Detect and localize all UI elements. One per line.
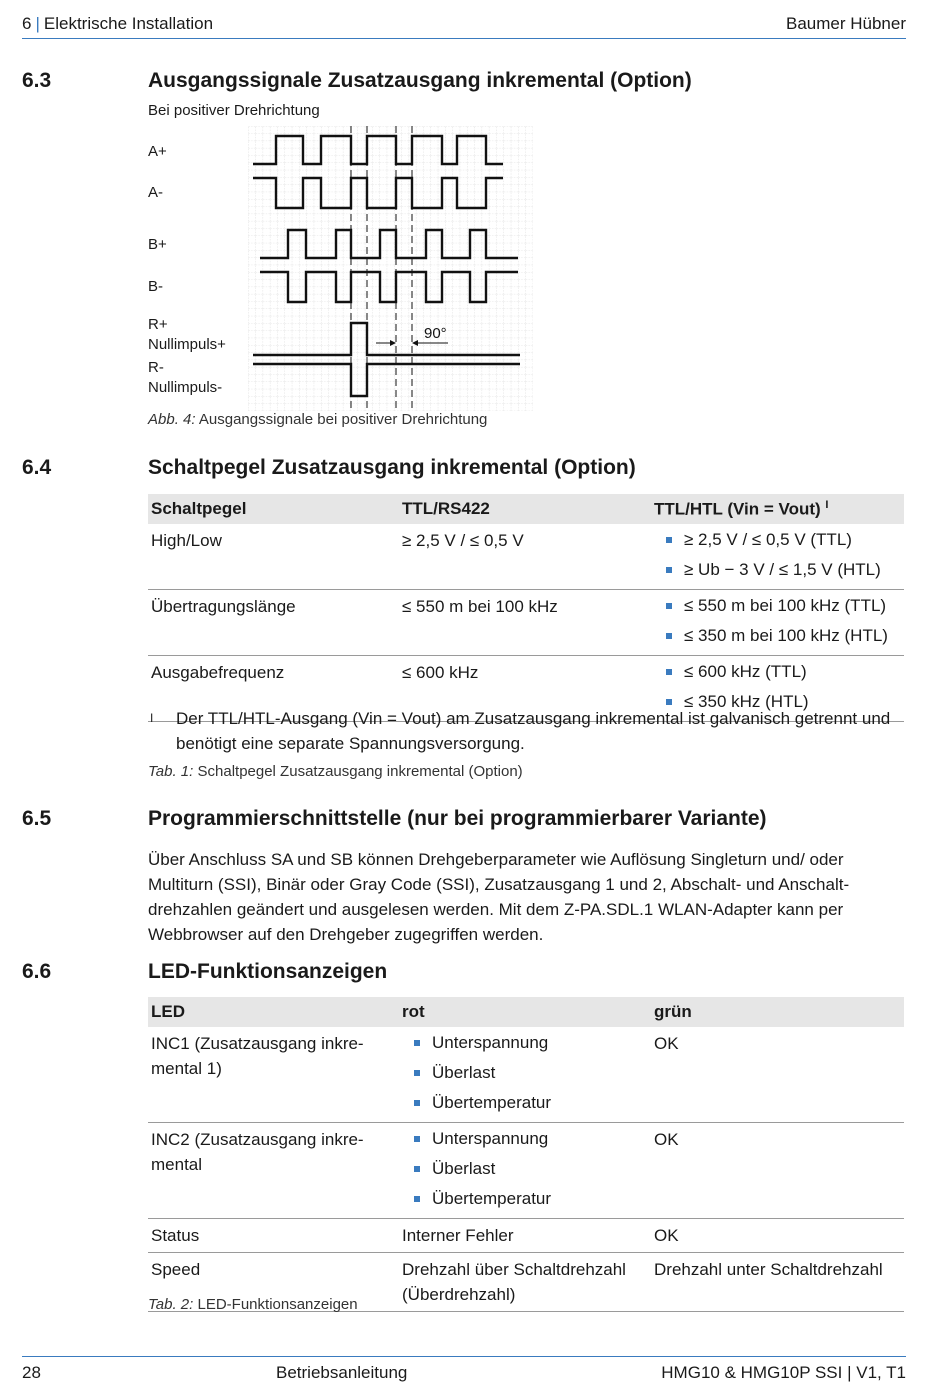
table-header-cell: TTL/RS422 [399,494,651,524]
section-6-5-number: 6.5 [22,807,52,830]
phase-label: 90° [424,325,447,342]
table-cell [651,590,904,656]
page-footer [22,1356,906,1387]
bullet-list [654,525,901,585]
list-item: ≤ 350 kHz (HTL) [654,687,901,717]
switching-level-table [148,494,904,722]
label-b-plus: B+ [148,236,167,253]
footnote-ref: I [825,498,829,511]
table-cell: High/Low [148,524,399,590]
table-header-cell: rot [399,997,651,1027]
document-type: Betriebsanleitung [276,1363,408,1382]
page-number: 28 [22,1363,41,1382]
table-header-cell: grün [651,997,904,1027]
diagram-grid [248,126,533,411]
table-footnote [148,706,904,756]
table-cell: Speed [148,1253,399,1312]
figure-caption [148,411,487,428]
section-6-5-paragraph: Über Anschluss SA und SB können Drehgeberparameter wie Auflösung Singleturn und/ oder Multiturn (SSI), Binär oder Gray Code (SSI), Zusatzausgang 1 und 2, Abschalt- und Anschalt-drehzahlen geändert und ausgelesen werden. Mit dem Z-PA.SDL.1 WLAN-Adapter kann per Webbrowser auf den Drehgeber zugegriffen werden. [148,850,850,944]
bullet-list [402,1124,648,1214]
table-row [148,1219,904,1253]
table-header-cell [651,494,904,524]
signal-subtitle: Bei positiver Drehrichtung [148,102,320,119]
footnote-mark: I [150,711,154,725]
table-row [148,1027,904,1123]
table-row [148,524,904,590]
list-item: Überlast [402,1058,648,1088]
table-header-text: TTL/HTL (Vin = Vout) [654,499,821,519]
table-2-caption [148,1296,358,1313]
table-cell [651,524,904,590]
table-header-cell: Schaltpegel [148,494,399,524]
section-6-5-title: Programmierschnittstelle (nur bei programmierbarer Variante) [148,807,767,830]
chapter-title: Elektrische Installation [43,14,214,33]
table-cell: OK [651,1219,904,1253]
section-6-4-number: 6.4 [22,456,52,479]
figure-caption-text: Ausgangssignale bei positiver Drehrichtung [198,411,488,428]
table-cell: Übertragungslänge [148,590,399,656]
figure-caption-prefix: Abb. 4: [148,411,196,428]
list-item: Überlast [402,1154,648,1184]
table-header-cell: LED [148,997,399,1027]
table-cell: Drehzahl über Schaltdrehzahl (Überdrehzahl) [399,1253,651,1312]
section-6-6-title: LED-Funktionsanzeigen [148,960,388,983]
table-cell: Status [148,1219,399,1253]
signal-diagram [248,126,533,411]
table-header-row [148,997,904,1027]
table-cell: ≤ 550 m bei 100 kHz [399,590,651,656]
table-cell: OK [651,1123,904,1219]
label-r-plus: R+ [148,316,168,333]
list-item: Unterspannung [402,1124,648,1154]
chapter-number: 6 [22,14,32,33]
list-item: ≤ 600 kHz (TTL) [654,657,901,687]
chapter-heading [22,14,213,34]
table-cell: ≥ 2,5 V / ≤ 0,5 V [399,524,651,590]
list-item: Übertemperatur [402,1184,648,1214]
list-item: ≤ 550 m bei 100 kHz (TTL) [654,591,901,621]
table-1-caption [148,763,523,780]
table-cell: INC1 (Zusatzausgang inkre-mental 1) [148,1027,399,1123]
label-b-minus: B- [148,278,163,295]
page-header [22,12,906,39]
section-6-6-number: 6.6 [22,960,52,983]
table-cell: ≤ 600 kHz [399,656,651,722]
table-cell: OK [651,1027,904,1123]
section-6-4-title: Schaltpegel Zusatzausgang inkremental (Option) [148,456,636,479]
table-row [148,590,904,656]
table-cell [399,1123,651,1219]
table-1-caption-text: Schaltpegel Zusatzausgang inkremental (Option) [197,763,523,780]
document-id: HMG10 & HMG10P SSI | V1, T1 [661,1363,906,1382]
list-item: Unterspannung [402,1028,648,1058]
section-6-3-number: 6.3 [22,69,52,92]
list-item: ≥ Ub − 3 V / ≤ 1,5 V (HTL) [654,555,901,585]
label-nullimpuls-plus: Nullimpuls+ [148,336,226,353]
table-cell: INC2 (Zusatzausgang inkre-mental [148,1123,399,1219]
brand-name: Baumer Hübner [785,14,906,33]
table-cell: Ausgabefrequenz [148,656,399,722]
table-1-caption-prefix: Tab. 1: [148,763,194,780]
label-nullimpuls-minus: Nullimpuls- [148,379,223,396]
label-r-minus: R- [148,359,164,376]
table-2-caption-prefix: Tab. 2: [148,1296,194,1313]
label-a-minus: A- [148,184,163,201]
table-cell: Interner Fehler [399,1219,651,1253]
list-item: ≤ 350 m bei 100 kHz (HTL) [654,621,901,651]
footnote-text: Der TTL/HTL-Ausgang (Vin = Vout) am Zusatzausgang inkremental ist galvanisch getrennt und benötigt eine separate Spannungsversorgung. [176,709,891,753]
table-cell [399,1027,651,1123]
bullet-list [402,1028,648,1118]
table-row [148,1123,904,1219]
table-2-caption-text: LED-Funktionsanzeigen [197,1296,358,1313]
list-item: ≥ 2,5 V / ≤ 0,5 V (TTL) [654,525,901,555]
header-separator: | [35,14,40,33]
led-table [148,997,904,1312]
table-cell: Drehzahl unter Schaltdrehzahl [651,1253,904,1312]
label-a-plus: A+ [148,143,167,160]
bullet-list [654,591,901,651]
list-item: Übertemperatur [402,1088,648,1118]
table-header-row [148,494,904,524]
section-6-3-title: Ausgangssignale Zusatzausgang inkremental (Option) [148,69,692,92]
